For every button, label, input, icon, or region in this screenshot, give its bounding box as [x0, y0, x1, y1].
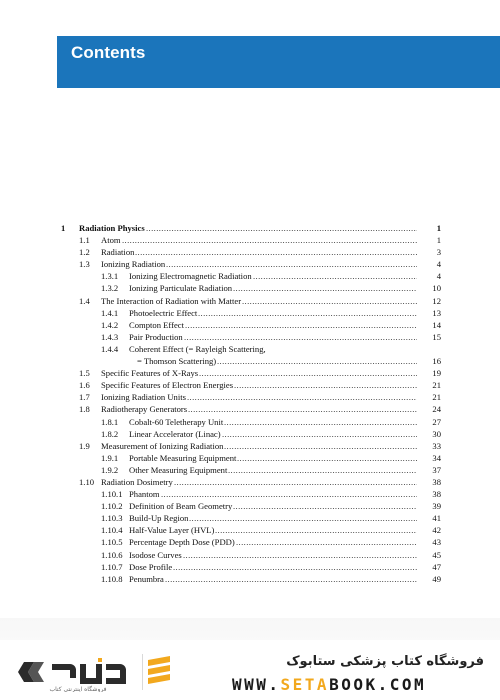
- book-stack-icon: [146, 652, 172, 688]
- toc-leader-dots: [233, 500, 417, 512]
- toc-entry-number: 1.1: [79, 235, 90, 246]
- toc-entry-number: 1.3.2: [101, 283, 119, 294]
- toc-entry-page: 15: [432, 331, 441, 342]
- toc-leader-dots: [228, 464, 417, 476]
- toc-entry-page: 3: [436, 247, 441, 258]
- toc-entry-page: 37: [432, 464, 441, 475]
- toc-entry-title: The Interaction of Radiation with Matter: [101, 295, 242, 306]
- toc-entry[interactable]: [61, 500, 441, 512]
- toc-entry-number: 1.4.1: [101, 307, 119, 318]
- toc-entry-title-continued: = Thomson Scattering): [137, 356, 217, 367]
- toc-entry-title: Linear Accelerator (Linac): [129, 428, 221, 439]
- toc-entry-number: 1.8.2: [101, 428, 119, 439]
- toc-leader-dots: [122, 234, 417, 246]
- toc-entry-page: 21: [432, 392, 441, 403]
- toc-entry-title: Radiation Physics: [79, 223, 145, 233]
- toc-entry-title: Portable Measuring Equipment: [129, 452, 237, 463]
- toc-entry-title: Other Measuring Equipment: [129, 464, 228, 475]
- toc-entry[interactable]: [61, 452, 441, 464]
- toc-entry-title: Radiation: [101, 247, 135, 258]
- toc-entry-number: 1.10.3: [101, 513, 123, 524]
- toc-entry-title: Ionizing Electromagnetic Radiation: [129, 271, 252, 282]
- url-prefix: WWW.: [232, 675, 281, 694]
- toc-entry[interactable]: [61, 561, 441, 573]
- toc-entry-number: 1.4.4: [101, 343, 119, 354]
- toc-leader-dots: [215, 524, 417, 536]
- toc-leader-dots: [161, 488, 417, 500]
- toc-entry[interactable]: [61, 282, 441, 294]
- toc-entry-page: 49: [432, 573, 441, 584]
- toc-entry-number: 1.9: [79, 440, 90, 451]
- toc-entry[interactable]: [61, 222, 441, 234]
- toc-entry-title: Specific Features of Electron Energies: [101, 380, 234, 391]
- url-accent: SETA: [280, 675, 330, 694]
- toc-entry[interactable]: [61, 403, 441, 415]
- toc-leader-dots: [146, 222, 417, 234]
- toc-entry[interactable]: [61, 234, 441, 246]
- toc-entry-title: Compton Effect: [129, 319, 184, 330]
- toc-entry-number: 1.9.2: [101, 464, 119, 475]
- toc-entry-page: 39: [432, 501, 441, 512]
- toc-leader-dots: [166, 258, 417, 270]
- toc-entry-page: 13: [432, 307, 441, 318]
- shop-name: فروشگاه کتاب پزشکی ستابوک: [286, 654, 484, 669]
- toc-leader-dots: [224, 440, 417, 452]
- toc-leader-dots: [236, 536, 417, 548]
- toc-entry-number: 1.2: [79, 247, 90, 258]
- toc-entry-page: 27: [432, 416, 441, 427]
- toc-entry[interactable]: [61, 343, 441, 367]
- toc-entry[interactable]: [61, 331, 441, 343]
- toc-entry[interactable]: [61, 512, 441, 524]
- toc-entry[interactable]: [61, 549, 441, 561]
- toc-leader-dots: [234, 379, 417, 391]
- toc-entry-page: 19: [432, 368, 441, 379]
- toc-entry-page: 33: [432, 440, 441, 451]
- toc-entry-title: Definition of Beam Geometry: [129, 501, 233, 512]
- toc-entry-page: 14: [432, 319, 441, 330]
- toc-entry-number: 1.8: [79, 404, 90, 415]
- toc-leader-dots: [184, 331, 417, 343]
- toc-entry[interactable]: [61, 536, 441, 548]
- toc-entry-page: 38: [432, 489, 441, 500]
- toc-entry-number: 1: [61, 223, 66, 233]
- toc-entry-number: 1.4.2: [101, 319, 119, 330]
- toc-leader-dots: [183, 549, 417, 561]
- toc-leader-dots: [217, 355, 417, 367]
- toc-entry-page: 12: [432, 295, 441, 306]
- toc-entry-page: 4: [436, 271, 441, 282]
- logo-mark-icon: [18, 662, 44, 682]
- toc-entry-page: 43: [432, 537, 441, 548]
- toc-entry[interactable]: [61, 440, 441, 452]
- toc-entry[interactable]: [61, 319, 441, 331]
- toc-entry-title: Radiotherapy Generators: [101, 404, 188, 415]
- url-suffix: BOOK.COM: [329, 675, 427, 694]
- toc-entry[interactable]: [61, 428, 441, 440]
- toc-entry-page: 42: [432, 525, 441, 536]
- toc-leader-dots: [173, 561, 417, 573]
- toc-leader-dots: [253, 270, 417, 282]
- toc-entry-number: 1.8.1: [101, 416, 119, 427]
- toc-entry[interactable]: [61, 391, 441, 403]
- setabook-logo: [18, 652, 138, 692]
- toc-leader-dots: [189, 512, 417, 524]
- toc-entry-title: Radiation Dosimetry: [101, 476, 173, 487]
- toc-entry-number: 1.10.6: [101, 549, 123, 560]
- toc-leader-dots: [199, 367, 417, 379]
- toc-entry-title: Specific Features of X-Rays: [101, 368, 199, 379]
- toc-entry-title: Ionizing Radiation Units: [101, 392, 186, 403]
- toc-entry-number: 1.10.1: [101, 489, 123, 500]
- toc-entry[interactable]: [61, 524, 441, 536]
- toc-entry[interactable]: [61, 258, 441, 270]
- toc-entry-number: 1.4.3: [101, 331, 119, 342]
- toc-entry-page: 10: [432, 283, 441, 294]
- toc-entry[interactable]: [61, 476, 441, 488]
- toc-leader-dots: [165, 573, 417, 585]
- toc-entry-page: 21: [432, 380, 441, 391]
- toc-leader-dots: [224, 416, 417, 428]
- toc-entry-title: Penumbra: [129, 573, 164, 584]
- toc-entry-number: 1.3.1: [101, 271, 119, 282]
- toc-entry-page: 30: [432, 428, 441, 439]
- toc-entry-title: Coherent Effect (= Rayleigh Scattering,: [129, 343, 266, 354]
- logo-wordmark: [52, 658, 126, 684]
- toc-leader-dots: [222, 428, 417, 440]
- shop-url[interactable]: [232, 675, 426, 694]
- toc-entry-page: 38: [432, 476, 441, 487]
- toc-entry-title: Measurement of Ionizing Radiation: [101, 440, 224, 451]
- toc-entry-page: 1: [436, 235, 441, 246]
- toc-entry-title: Dose Profile: [129, 561, 173, 572]
- toc-entry[interactable]: [61, 307, 441, 319]
- toc-entry[interactable]: [61, 295, 441, 307]
- toc-leader-dots: [188, 403, 417, 415]
- toc-leader-dots: [185, 319, 417, 331]
- toc-leader-dots: [174, 476, 417, 488]
- toc-entry[interactable]: [61, 246, 441, 258]
- toc-leader-dots: [237, 452, 417, 464]
- page-title: Contents: [71, 43, 146, 62]
- toc-entry-title: Ionizing Particulate Radiation: [129, 283, 233, 294]
- chapter-header-bar: [57, 36, 500, 88]
- toc-entry-page: 4: [436, 259, 441, 270]
- table-of-contents: [61, 222, 441, 585]
- toc-entry[interactable]: [61, 379, 441, 391]
- toc-entry-number: 1.10.4: [101, 525, 123, 536]
- toc-entry[interactable]: [61, 464, 441, 476]
- toc-entry-number: 1.10.2: [101, 501, 123, 512]
- toc-entry-title: Pair Production: [129, 331, 183, 342]
- toc-leader-dots: [233, 282, 417, 294]
- toc-entry-number: 1.7: [79, 392, 90, 403]
- toc-entry-title: Isodose Curves: [129, 549, 182, 560]
- toc-entry-title: Percentage Depth Dose (PDD): [129, 537, 235, 548]
- toc-leader-dots: [198, 307, 417, 319]
- toc-entry-title: Build-Up Region: [129, 513, 189, 524]
- toc-leader-dots: [135, 246, 417, 258]
- toc-entry-number: 1.5: [79, 368, 90, 379]
- toc-entry-page: 41: [432, 513, 441, 524]
- toc-entry-title: Atom: [101, 235, 121, 246]
- toc-entry-page: 47: [432, 561, 441, 572]
- toc-entry-title: Photoelectric Effect: [129, 307, 198, 318]
- toc-entry-number: 1.10.7: [101, 561, 123, 572]
- toc-entry-page: 1: [436, 223, 441, 233]
- toc-entry-title: Half-Value Layer (HVL): [129, 525, 215, 536]
- logo-divider: [142, 654, 143, 690]
- toc-entry-number: 1.4: [79, 295, 90, 306]
- toc-entry-number: 1.10: [79, 476, 95, 487]
- toc-entry-number: 1.10.5: [101, 537, 123, 548]
- logo-subtitle: فروشگاه اینترنتی کتاب: [49, 686, 107, 692]
- toc-entry-number: 1.3: [79, 259, 90, 270]
- toc-leader-dots: [187, 391, 417, 403]
- toc-entry-page: 16: [432, 356, 441, 367]
- toc-entry[interactable]: [61, 488, 441, 500]
- toc-entry-page: 45: [432, 549, 441, 560]
- toc-entry-page: 34: [432, 452, 441, 463]
- toc-entry-title: Phantom: [129, 489, 160, 500]
- toc-leader-dots: [242, 295, 417, 307]
- toc-entry-title: Ionizing Radiation: [101, 259, 166, 270]
- toc-entry-number: 1.6: [79, 380, 90, 391]
- toc-entry-title: Cobalt-60 Teletherapy Unit: [129, 416, 224, 427]
- toc-entry[interactable]: [61, 416, 441, 428]
- toc-entry-number: 1.9.1: [101, 452, 119, 463]
- toc-entry[interactable]: [61, 573, 441, 585]
- toc-entry-page: 24: [432, 404, 441, 415]
- toc-entry-number: 1.10.8: [101, 573, 123, 584]
- toc-entry[interactable]: [61, 270, 441, 282]
- toc-entry[interactable]: [61, 367, 441, 379]
